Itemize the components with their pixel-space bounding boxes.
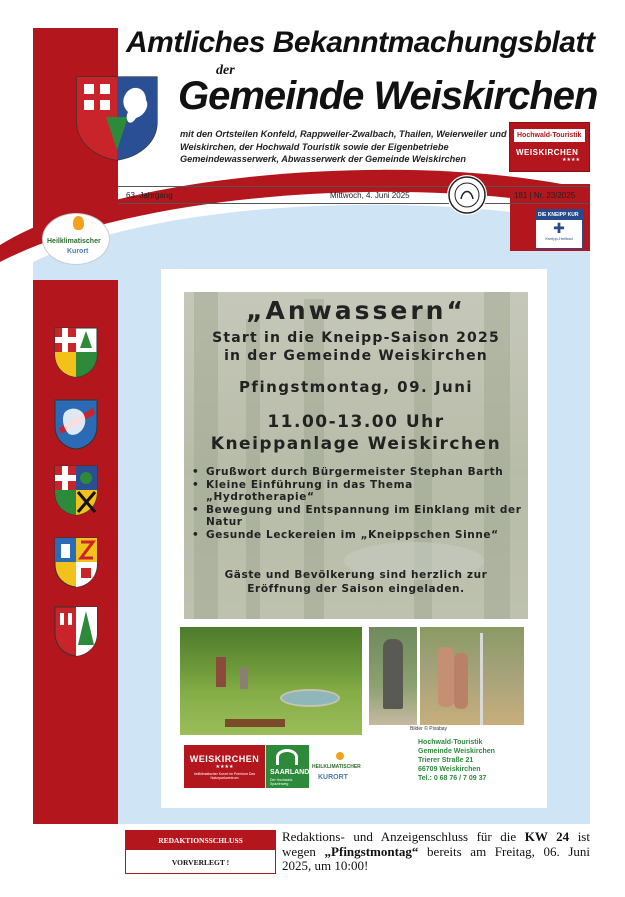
poster-invitation-line-2: Eröffnung der Saison eingeladen. [247, 583, 465, 595]
saarland-logo [266, 745, 309, 788]
issue-date: Mittwoch, 4. Juni 2025 [330, 191, 410, 200]
ht-logo-bottom: WEISKIRCHEN [516, 148, 579, 157]
address-phone: Tel.: 0 68 76 / 7 09 37 [418, 775, 487, 782]
jahrgang: 63. Jahrgang [126, 191, 173, 200]
photo-credit: Bilder © Pixabay [410, 726, 448, 732]
ht-logo-stars: ★★★★ [562, 157, 580, 163]
notice-kw: KW 24 [524, 829, 570, 844]
klima-small-ort: KURORT [318, 774, 348, 781]
list-item: • Bewegung und Entspannung im Einklang mit der Natur [192, 504, 522, 529]
poster-place: Kneippanlage Weiskirchen [210, 434, 502, 454]
poster-program-list [192, 466, 522, 541]
thailen-coat-of-arms [53, 464, 99, 516]
kneipp-statue-photo [369, 627, 417, 725]
notice-text-b: ist wegen [282, 829, 590, 859]
kneipp-logo-sub: Kneipp-Heilbad [545, 236, 573, 241]
weiskirchen-logo-sub: heilklimatischer Kurort im Premium Das Naturparkzentrum [193, 772, 256, 780]
poster-time: 11.00-13.00 Uhr [267, 412, 445, 432]
kneipp-cross-icon: ✚ [553, 220, 565, 236]
poster-date: Pfingstmontag, 09. Juni [238, 378, 474, 396]
notice-pfingstmontag: „Pfingstmontag“ [324, 843, 419, 859]
klima-logo-ort: Kurort [67, 248, 89, 255]
poster-subtitle-2: in der Gemeinde Weiskirchen [224, 348, 488, 364]
list-item: • Gesunde Leckereien im „Kneippschen Sinne“ [192, 529, 522, 542]
address-line: 66709 Weiskirchen [418, 766, 481, 773]
kneipp-logo-top: DIE KNEIPP KUR [536, 210, 582, 220]
statue [383, 639, 403, 709]
poster-subtitle-1: Start in die Kneipp-Saison 2025 [212, 330, 500, 346]
redaktionsschluss-box [125, 830, 276, 874]
issue-meta-line [118, 186, 590, 204]
weiskirchen-logo [184, 745, 265, 788]
title-der: der [216, 63, 235, 78]
address-line: Gemeinde Weiskirchen [418, 748, 495, 755]
leg [454, 653, 468, 709]
paper-seal-icon [447, 175, 487, 215]
notice-text-c: bereits am Freitag, 06. Juni 2025, um 10:00! [282, 843, 590, 873]
title-line-1: Amtliches Bekanntmachungsblatt [126, 26, 595, 59]
poster-invitation [184, 568, 528, 596]
ht-logo-top: Hochwald-Touristik [514, 129, 585, 142]
klima-small-text: HEILKLIMATISCHER [312, 764, 361, 770]
heilklima-kurort-logo-small [312, 750, 366, 788]
address-line: Hochwald-Touristik [418, 739, 483, 746]
notice-text-a: Redaktions- und Anzeigenschluss für die [282, 829, 525, 844]
handrail [480, 633, 483, 725]
water-treading-photo [420, 627, 524, 725]
redaktionsschluss-label: REDAKTIONSSCHLUSS [126, 831, 275, 850]
weiskirchen-logo-text: WEISKIRCHEN [189, 754, 260, 764]
hochwald-touristik-logo [509, 122, 590, 172]
stone-sculpture [216, 657, 226, 687]
sun-icon [73, 216, 84, 230]
saarland-logo-text: SAARLAND [270, 769, 310, 776]
leg [438, 647, 454, 707]
address-line: Trierer Straße 21 [418, 757, 474, 764]
konfeld-coat-of-arms [53, 326, 99, 378]
weierweiler-coat-of-arms [53, 536, 99, 588]
vorverlegt-label: VORVERLEGT ! [171, 858, 230, 867]
poster-invitation-line-1: Gäste und Bevölkerung sind herzlich zur [224, 569, 488, 581]
weiskirchen-ortsteil-coat-of-arms [53, 605, 99, 657]
kneipp-kur-logo [535, 209, 583, 249]
kneipp-park-photo [180, 627, 362, 735]
weiskirchen-logo-stars: ★★★★ [215, 764, 234, 770]
list-item: • Kleine Einführung in das Thema „Hydrotherapie“ [192, 479, 522, 504]
saarland-logo-sub: Der Hochwald-Spazierweg [270, 778, 294, 786]
rappweiler-coat-of-arms [53, 398, 99, 450]
sun-icon [336, 752, 344, 760]
redaktionsschluss-notice [282, 830, 590, 874]
weiskirchen-coat-of-arms [72, 72, 162, 162]
title-line-2: Gemeinde Weiskirchen [178, 74, 598, 118]
kneipp-pool [280, 689, 340, 707]
issue-number: 181 | Nr. 23/2025 [514, 191, 576, 200]
subtitle: mit den Ortsteilen Konfeld, Rappweiler-Zwalbach, Thailen, Weierweiler und Weiskirchen, der Hochwald Touristik sowie der Eigenbetriebe Gemeindewasserwerk, Abwasserwerk der Gemeinde Weiskirchen [180, 129, 507, 164]
heilklima-kurort-logo [42, 213, 110, 265]
saarland-arc-icon [276, 749, 298, 765]
stone-sculpture [240, 667, 248, 689]
poster-headline: „Anwassern“ [246, 296, 466, 325]
list-item: • Grußwort durch Bürgermeister Stephan Barth [192, 466, 522, 479]
bench [225, 719, 285, 727]
klima-logo-text: Heilklimatischer [47, 238, 101, 245]
contact-address [418, 738, 495, 783]
